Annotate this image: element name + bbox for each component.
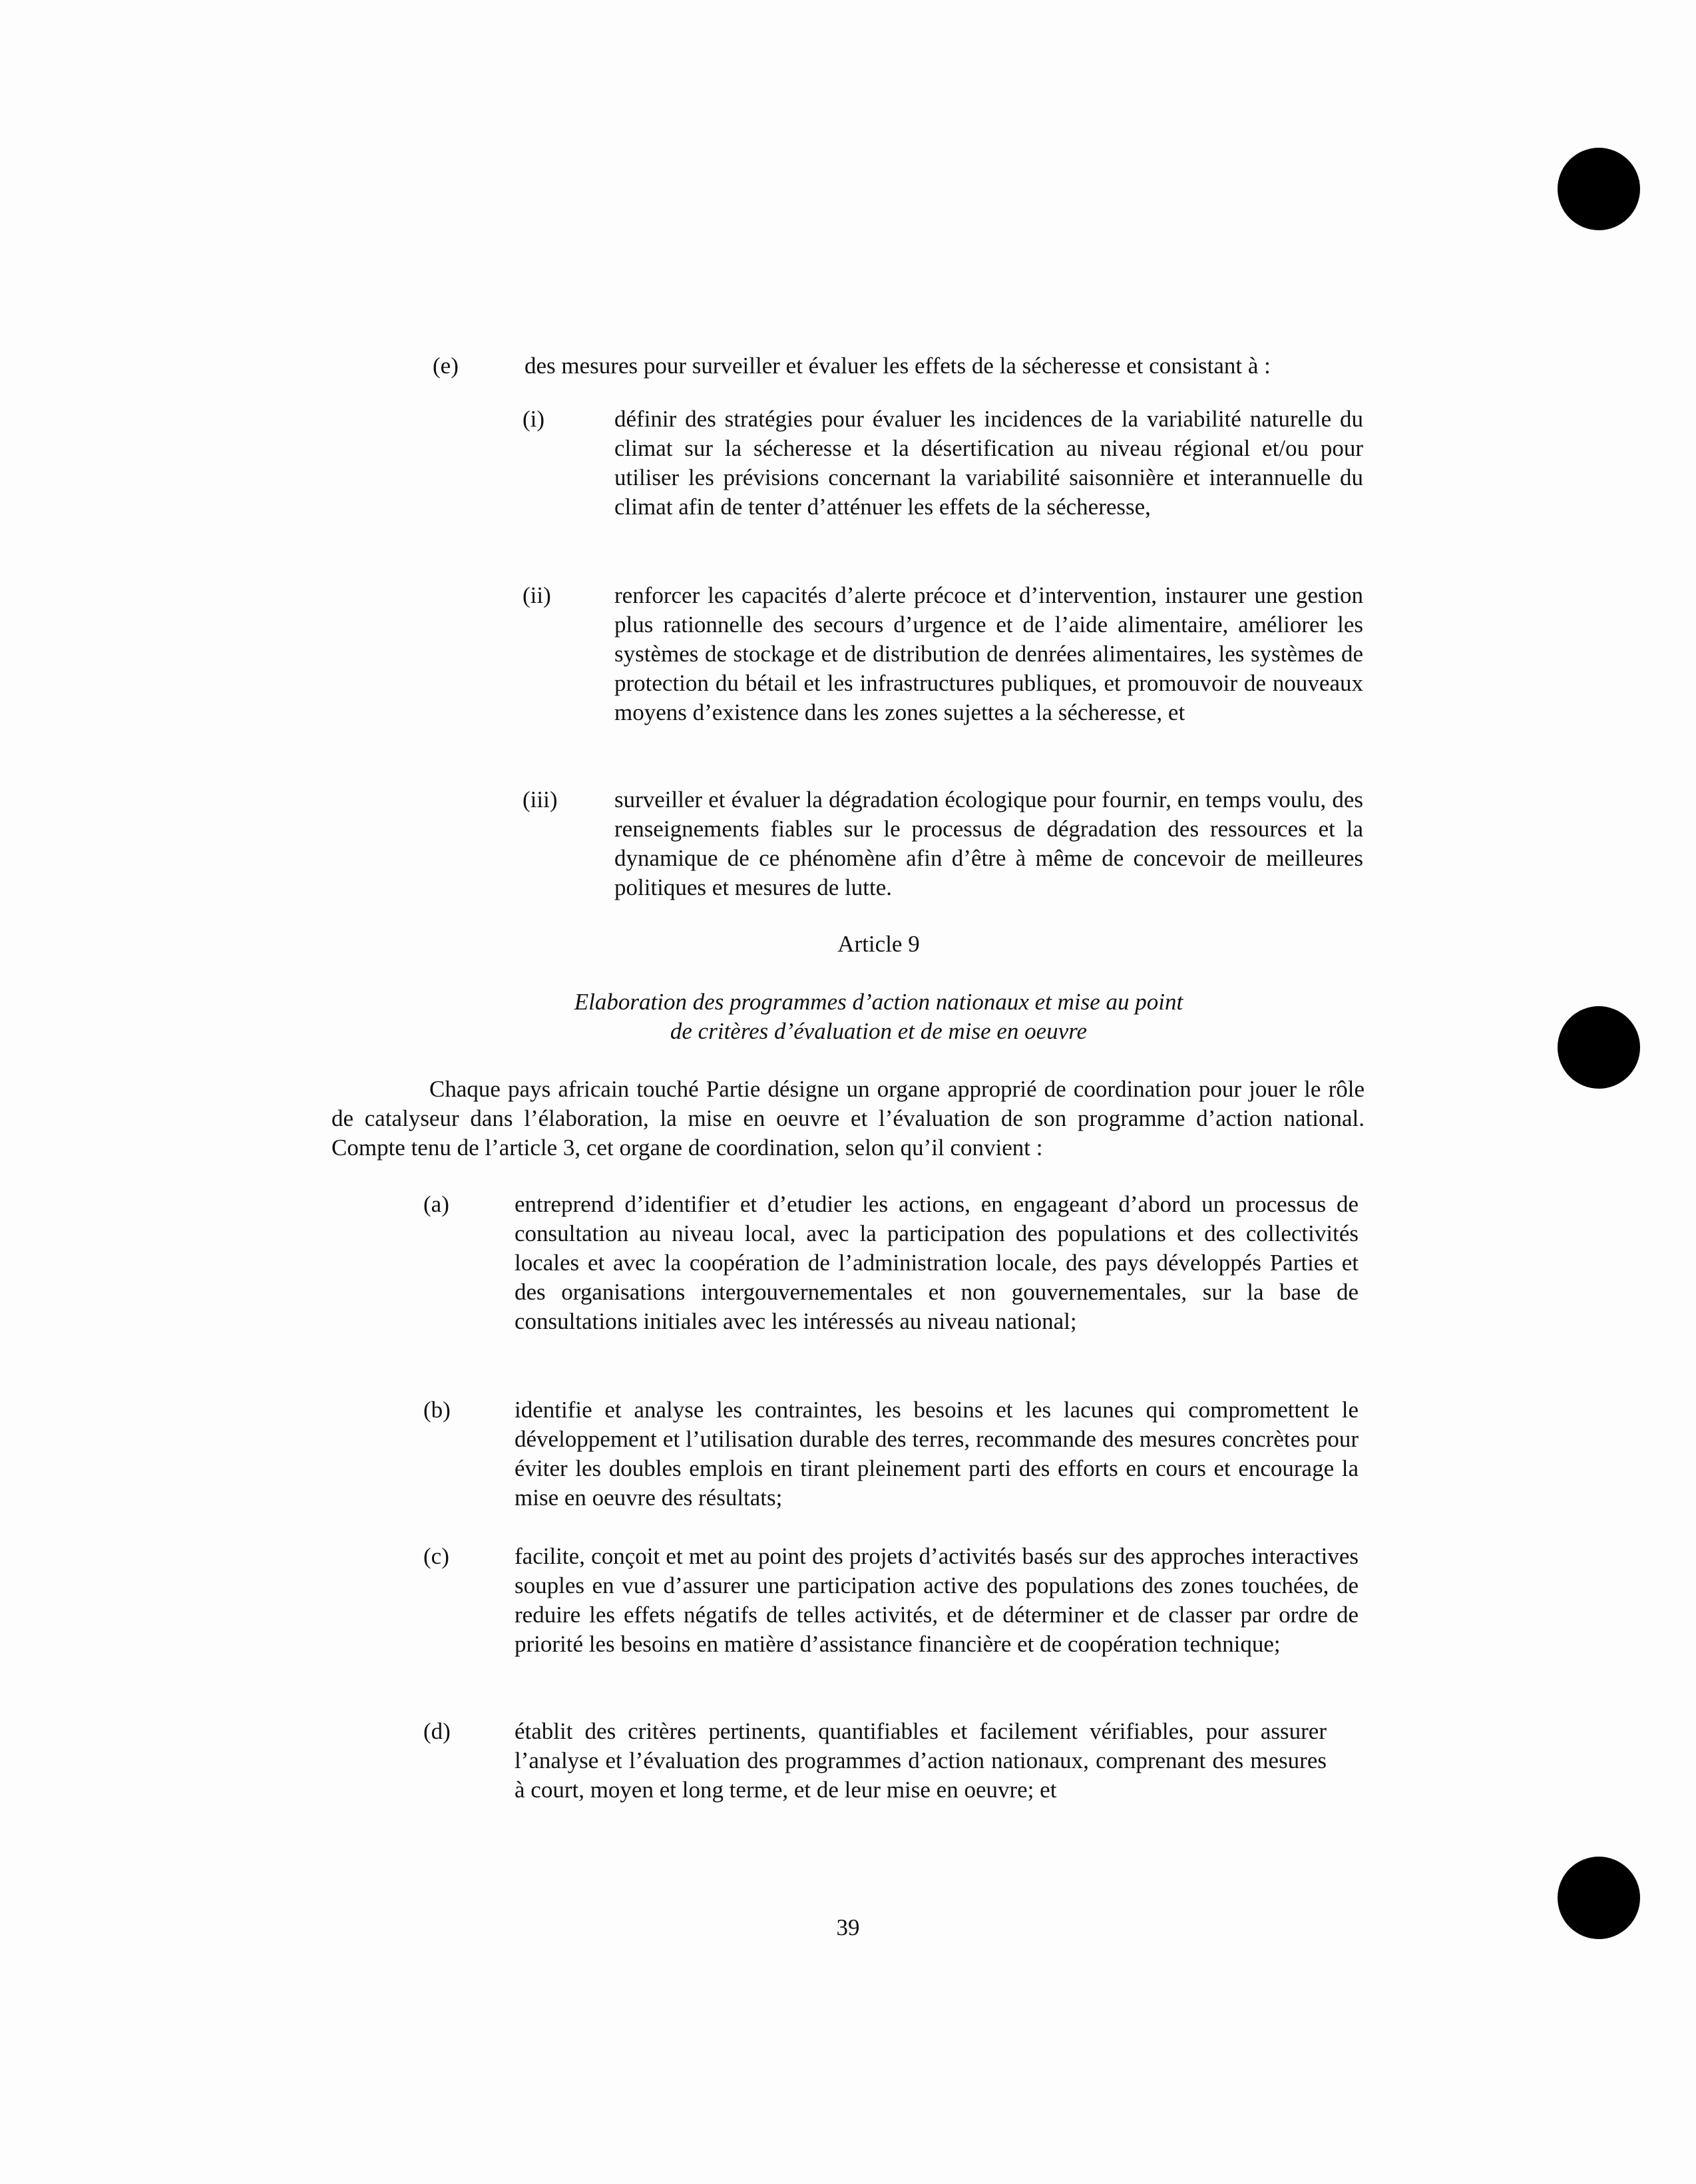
list-label-c: (c) — [423, 1543, 449, 1569]
article-subtitle-line2: de critères d’évaluation et de mise en oeuvre — [670, 1018, 1088, 1044]
list-item-b: identifie et analyse les contraintes, les besoins et les lacunes qui compromettent le développement et l’utilisation durable des terres, recommande des mesures concrètes pour éviter les doubles emplois en tirant pleinement parti des efforts en cours et encourage la mise en oeuvre des résultats; — [515, 1397, 1359, 1511]
list-item-d: établit des critères pertinents, quantifiables et facilement vérifiables, pour assurer l’analyse et l’évaluation des programmes d’action nationaux, comprenant des mesures à court, moyen et long terme, et de leur mise en oeuvre; et — [515, 1718, 1327, 1803]
article-intro-paragraph: Chaque pays africain touché Partie désigne un organe approprié de coordination pour jouer le rôle de catalyseur dans l’élaboration, la mise en oeuvre et l’évaluation de son programme d’action national. Compte tenu de l’article 3, cet organe de coordination, selon qu’il convient : — [331, 1076, 1365, 1161]
page-number: 39 — [836, 1914, 860, 1940]
list-item-a: entreprend d’identifier et d’etudier les actions, en engageant d’abord un processus de consultation au niveau local, avec la participation des populations et des collectivités locales et avec la coopération de l’administration locale, des pays développés Parties et des organisations intergouvernementales et non gouvernementales, sur la base de consultations initiales avec les intéressés au niveau national; — [515, 1191, 1359, 1334]
article-subtitle-line1: Elaboration des programmes d’action nationaux et mise au point — [574, 989, 1183, 1015]
list-label-d: (d) — [423, 1718, 451, 1744]
sublist-item-ii: renforcer les capacités d’alerte précoce et d’intervention, instaurer une gestion plus rationnelle des secours d’urgence et de l’aide alimentaire, améliorer les systèmes de stockage et de distribution de denrées alimentaires, les systèmes de protection du bétail et les infrastructures publiques, et promouvoir de nouveaux moyens d’existence dans les zones sujettes a la sécheresse, et — [614, 582, 1363, 725]
punch-hole — [1558, 1857, 1640, 1939]
sublist-label-i: (i) — [523, 406, 545, 432]
article-title: Article 9 — [837, 931, 920, 957]
punch-hole — [1558, 148, 1640, 230]
list-label-b: (b) — [423, 1397, 451, 1423]
section-e-text: des mesures pour surveiller et évaluer les effets de la sécheresse et consistant à : — [525, 353, 1271, 379]
list-label-a: (a) — [423, 1191, 449, 1217]
sublist-label-iii: (iii) — [523, 787, 558, 813]
list-item-c: facilite, conçoit et met au point des projets d’activités basés sur des approches interactives souples en vue d’assurer une participation active des populations des zones touchées, de reduire les effets négatifs de telles activités, et de déterminer et de classer par ordre de priorité les besoins en matière d’assistance financière et de coopération technique; — [515, 1543, 1359, 1657]
sublist-item-i: définir des stratégies pour évaluer les incidences de la variabilité naturelle du climat sur la sécheresse et la désertification au niveau régional et/ou pour utiliser les prévisions concernant la variabilité saisonnière et interannuelle du climat afin de tenter d’atténuer les effets de la sécheresse, — [614, 406, 1363, 520]
punch-hole — [1558, 1006, 1640, 1089]
sublist-label-ii: (ii) — [523, 582, 551, 608]
list-label-e: (e) — [433, 353, 459, 379]
sublist-item-iii: surveiller et évaluer la dégradation écologique pour fournir, en temps voulu, des renseignements fiables sur le processus de dégradation des ressources et la dynamique de ce phénomène afin d’être à même de concevoir de meilleures politiques et mesures de lutte. — [614, 787, 1363, 900]
